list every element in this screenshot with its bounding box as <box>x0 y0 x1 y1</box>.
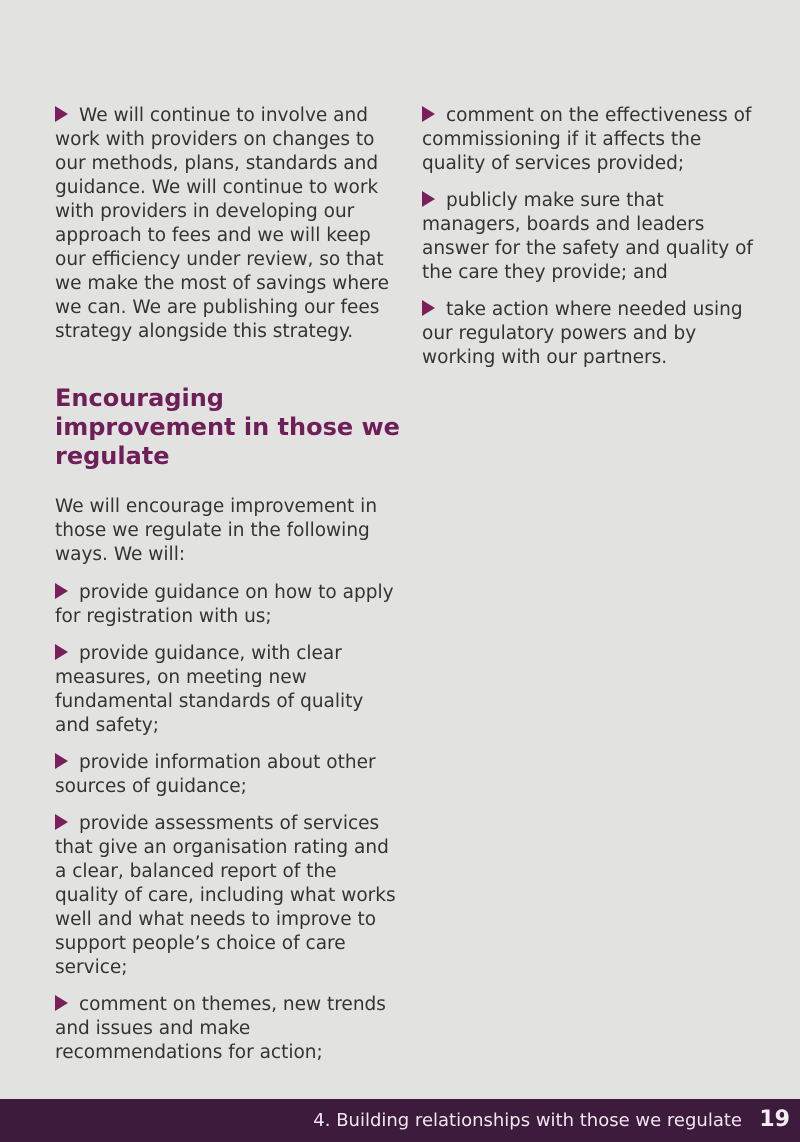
list-item-text: comment on themes, new trends and issues and make recommendations for action; <box>55 994 386 1063</box>
triangle-bullet-icon <box>55 106 68 122</box>
list-item-text: publicly make sure that managers, boards and leaders answer for the safety and quality of the care they provide; and <box>422 190 753 283</box>
triangle-bullet-icon <box>422 106 435 122</box>
list-item <box>55 812 400 980</box>
list-item <box>55 993 400 1065</box>
intro-bullet-text: We will continue to involve and work with providers on changes to our methods, plans, standards and guidance. We will continue to work with providers in developing our approach to fees and we will keep our efficiency under review, so that we make the most of savings where we can. We are publishing our fees strategy alongside this strategy. <box>55 105 390 342</box>
footer-section-title: 4. Building relationships with those we regulate <box>313 1110 742 1131</box>
triangle-bullet-icon <box>55 583 68 599</box>
triangle-bullet-icon <box>55 814 68 830</box>
list-item <box>55 751 400 799</box>
left-column <box>55 104 400 1078</box>
list-item <box>55 642 400 738</box>
list-item-text: take action where needed using our regulatory powers and by working with our partners. <box>422 299 743 368</box>
section-heading: Encouraging improvement in those we regulate <box>55 384 400 470</box>
section-intro: We will encourage improvement in those we regulate in the following ways. We will: <box>55 496 378 565</box>
intro-bullet <box>55 104 400 344</box>
list-item-text: provide guidance on how to apply for registration with us; <box>55 582 394 627</box>
list-item-text: provide assessments of services that give an organisation rating and a clear, balanced report of the quality of care, including what works well and what needs to improve to support people’s choice of care service; <box>55 813 396 978</box>
list-item <box>422 298 767 370</box>
page-footer <box>0 1099 800 1142</box>
right-column <box>422 104 767 383</box>
page-number: 19 <box>759 1107 790 1132</box>
list-item <box>422 189 767 285</box>
triangle-bullet-icon <box>55 644 68 660</box>
list-item-text: comment on the effectiveness of commissioning if it affects the quality of services provided; <box>422 105 752 174</box>
list-item-text: provide guidance, with clear measures, on meeting new fundamental standards of quality and safety; <box>55 643 364 736</box>
list-item <box>55 581 400 629</box>
list-item <box>422 104 767 176</box>
list-item-text: provide information about other sources of guidance; <box>55 752 376 797</box>
triangle-bullet-icon <box>422 300 435 316</box>
triangle-bullet-icon <box>55 995 68 1011</box>
triangle-bullet-icon <box>422 191 435 207</box>
triangle-bullet-icon <box>55 753 68 769</box>
